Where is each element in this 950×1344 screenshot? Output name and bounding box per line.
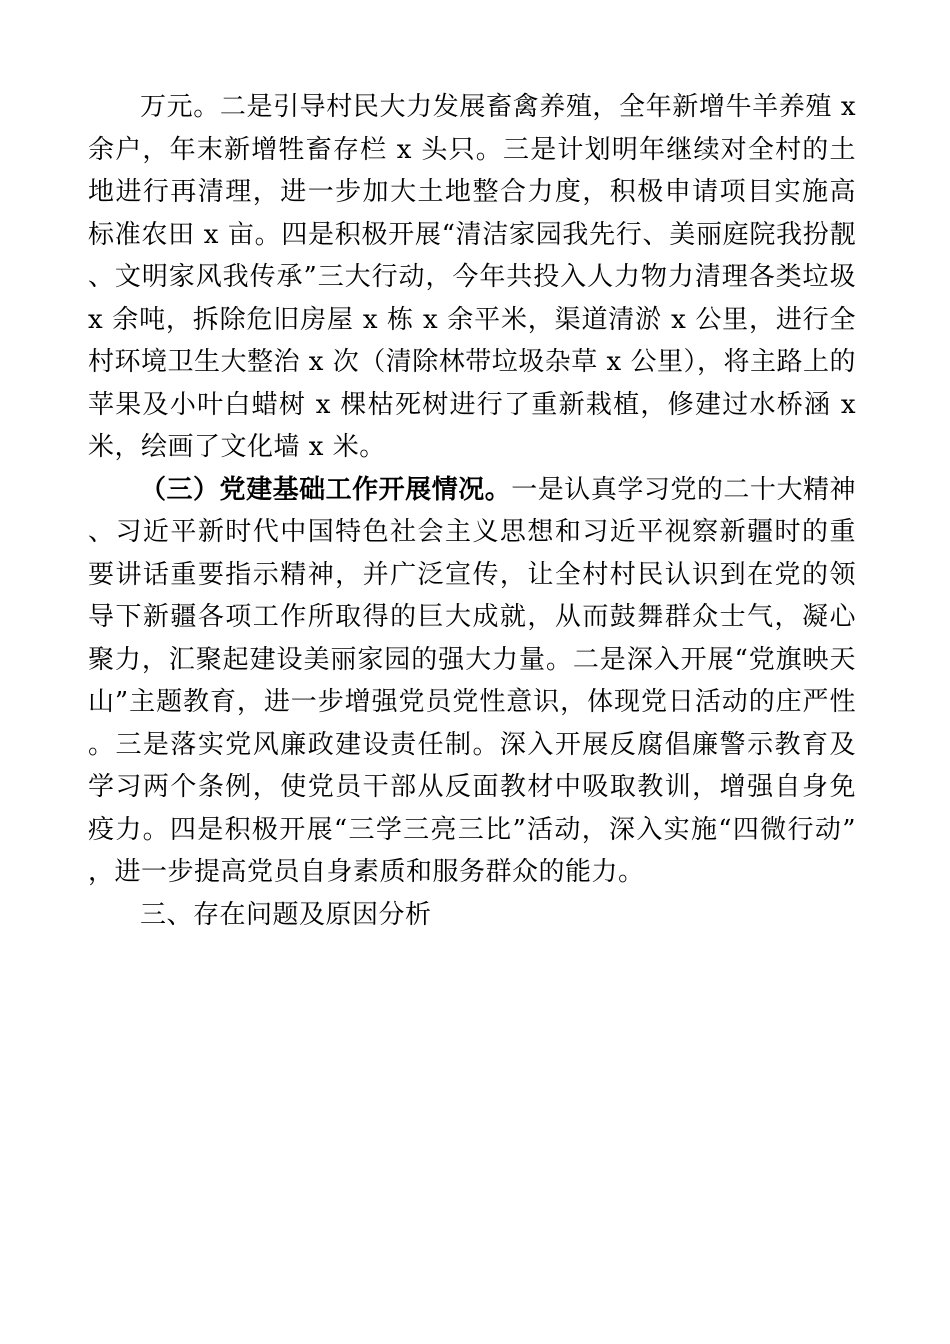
paragraph-party-building bbox=[88, 469, 856, 894]
section-body-party-building: 一是认真学习党的二十大精神、习近平新时代中国特色社会主义思想和习近平视察新疆时的重要讲话重要指示精神，并广泛宣传，让全村村民认识到在党的领导下新疆各项工作所取得的巨大成就，从而鼓舞群众士气，凝心聚力，汇聚起建设美丽家园的强大力量。二是深入开展“党旗映天山”主题教育，进一步增强党员党性意识，体现党日活动的庄严性。三是落实党风廉政建设责任制。深入开展反腐倡廉警示教育及学习两个条例，使党员干部从反面教材中吸取教训，增强自身免疫力。四是积极开展“三学三亮三比”活动，深入实施“四微行动”，进一步提高党员自身素质和服务群众的能力。 bbox=[88, 474, 856, 887]
paragraph-achievements: 万元。二是引导村民大力发展畜禽养殖，全年新增牛羊养殖 x 余户，年末新增牲畜存栏 x 头只。三是计划明年继续对全村的土地进行再清理，进一步加大土地整合力度，积极申请项目实施高标准农田 x 亩。四是积极开展“清洁家园我先行、美丽庭院我扮靓、文明家风我传承”三大行动，今年共投入人力物力清理各类垃圾 x 余吨，拆除危旧房屋 x 栋 x 余平米，渠道清淤 x 公里，进行全村环境卫生大整治 x 次（清除林带垃圾杂草 x 公里），将主路上的苹果及小叶白蜡树 x 棵枯死树进行了重新栽植，修建过水桥涵 x 米，绘画了文化墙 x 米。 bbox=[88, 92, 856, 462]
section-heading-party-building: （三）党建基础工作开展情况。 bbox=[140, 474, 512, 505]
document-page bbox=[88, 86, 856, 936]
part-heading-problems: 三、存在问题及原因分析 bbox=[140, 899, 432, 930]
